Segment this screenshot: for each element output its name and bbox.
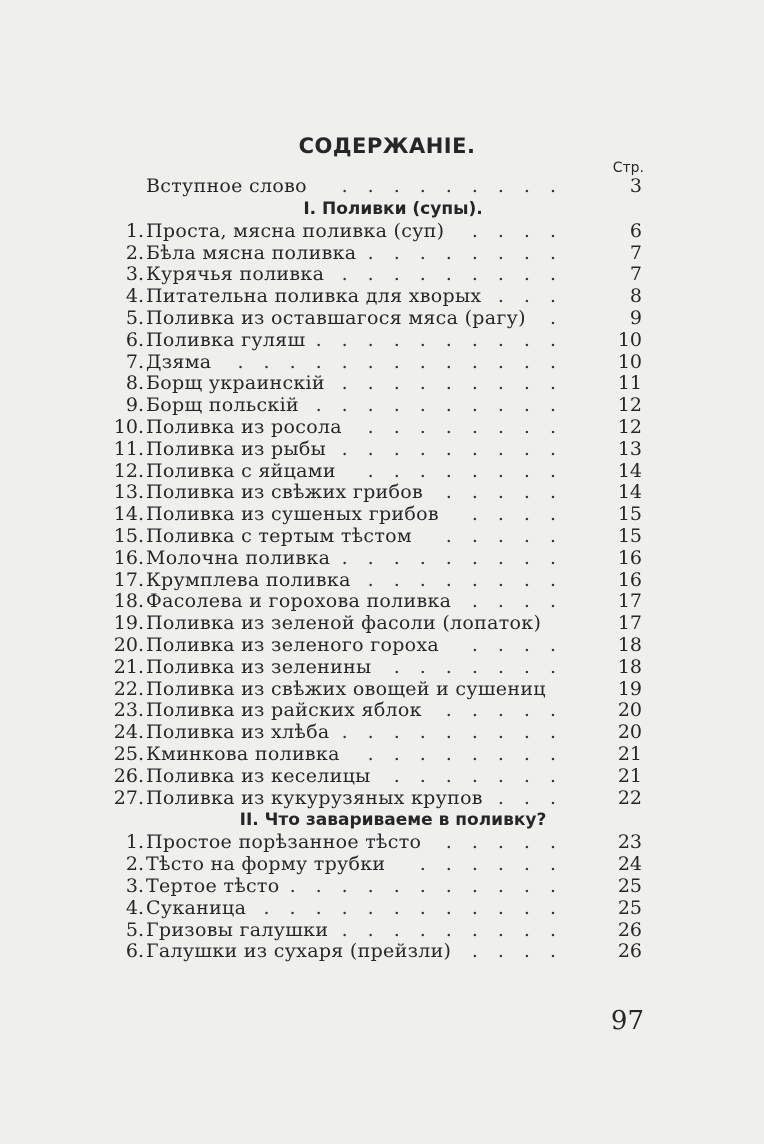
leader-dots: .........: [341, 175, 576, 197]
toc-entry-number: 8.: [125, 372, 144, 395]
toc-entry-page: 17: [617, 590, 642, 613]
toc-entry-page: 6: [629, 219, 642, 242]
toc-entry-number: 27.: [113, 786, 144, 809]
toc-entry-label: Поливка с тертым тѣстом: [146, 524, 412, 547]
toc-entry-page: 20: [617, 721, 642, 744]
toc-entry-page: 25: [617, 896, 642, 919]
toc-entry-label: Поливка из свѣжих овощей и сушениц: [146, 677, 546, 700]
toc-entry-number: 20.: [113, 633, 144, 656]
toc-entry-page: 18: [617, 655, 642, 678]
toc-entry-number: 12.: [113, 459, 144, 482]
toc-entry-label: Поливка из зеленины: [146, 655, 372, 678]
toc-entry-page: 26: [617, 940, 642, 963]
toc-entry-page: 14: [617, 481, 642, 504]
toc-entry-label: Поливка из оставшагося мяса (рагу): [146, 306, 526, 329]
toc-row: [110, 766, 646, 788]
toc-row-intro: [110, 176, 646, 198]
toc-entry-page: 7: [629, 263, 642, 286]
leader-dots: .....: [445, 831, 576, 854]
toc-entry-label: Тѣсто на форму трубки: [146, 853, 386, 876]
toc-entry-label: Питательна поливка для хворых: [146, 285, 482, 308]
toc-entry-page: 19: [617, 677, 642, 700]
toc-entry-number: 1.: [125, 219, 144, 242]
toc-entry-label: Кминкова поливка: [146, 742, 340, 765]
toc-row: [110, 221, 646, 243]
toc-entry-label: Фасолева и горохова поливка: [146, 590, 452, 613]
toc-entry-page: 3: [629, 175, 642, 197]
toc-entry-label: Курячья поливка: [146, 263, 325, 286]
toc-entry-number: 3.: [125, 263, 144, 286]
toc-entry-label: Поливка из росола: [146, 415, 342, 438]
toc-entry-page: 12: [617, 394, 642, 417]
toc-entry-page: 22: [617, 786, 642, 809]
toc-entry-label: Галушки из сухаря (прейзли): [146, 940, 452, 963]
toc-entry-number: 9.: [125, 394, 144, 417]
toc-row: [110, 920, 646, 942]
toc-entry-page: 11: [617, 372, 642, 395]
toc-entry-label: Поливка из зеленого гороха: [146, 633, 440, 656]
toc-row: [110, 548, 646, 570]
toc-entry-label: Борщ украинскiй: [146, 372, 325, 395]
toc-entry-label: Поливка из райских яблок: [146, 699, 422, 722]
toc-row: [110, 570, 646, 592]
toc-entry-number: 5.: [125, 918, 144, 941]
toc-row: [110, 788, 646, 810]
toc-row: [110, 417, 646, 439]
toc-entry-number: 6.: [125, 940, 144, 963]
toc-entry-page: 15: [617, 524, 642, 547]
toc-entry-page: 13: [617, 437, 642, 460]
toc-entry-page: 7: [629, 241, 642, 264]
leader-dots: ....: [471, 590, 576, 613]
toc-row: [110, 504, 646, 526]
toc-entry-page: 21: [617, 764, 642, 787]
leader-dots: .....: [445, 699, 576, 722]
leader-dots: ............: [263, 896, 576, 919]
toc-entry-number: 26.: [113, 764, 144, 787]
toc-entry-label: Поливка из кукурузяных крупов: [146, 786, 483, 809]
leader-dots: ....: [471, 633, 576, 656]
leader-dots: ....: [471, 219, 576, 242]
toc-entry-number: 16.: [113, 546, 144, 569]
toc-entry-page: 25: [617, 874, 642, 897]
toc-entry-page: 10: [617, 328, 642, 351]
leader-dots: ...: [497, 285, 576, 308]
leader-dots: .........: [341, 721, 576, 744]
toc-entry-number: 4.: [125, 285, 144, 308]
toc-entry-label: Проста, мясна поливка (суп): [146, 219, 445, 242]
toc-entry-label: Поливка из хлѣба: [146, 721, 330, 744]
toc-entry-label: Поливка из рыбы: [146, 437, 327, 460]
toc-entry-number: 13.: [113, 481, 144, 504]
toc-entry-page: 8: [629, 285, 642, 308]
toc-row: [110, 700, 646, 722]
toc-entry-number: 23.: [113, 699, 144, 722]
toc-entry-label: Поливка гуляш: [146, 328, 306, 351]
toc-entry-label: Поливка с яйцами: [146, 459, 336, 482]
leader-dots: ...: [497, 786, 576, 809]
leader-dots: ..........: [315, 328, 576, 351]
leader-dots: ....: [471, 940, 576, 963]
leader-dots: .........: [341, 263, 576, 286]
toc-entry-number: 10.: [113, 415, 144, 438]
toc-entry-number: 17.: [113, 568, 144, 591]
toc-row: [110, 286, 646, 308]
toc-entry-label: Поливка из зеленой фасоли (лопаток): [146, 612, 542, 635]
toc-row: [110, 613, 646, 635]
toc-entry-label: Поливка из кеселицы: [146, 764, 371, 787]
toc-entry-label: Крумплева поливка: [146, 568, 351, 591]
toc-entry-label: Поливка из свѣжих грибов: [146, 481, 423, 504]
toc-row: [110, 898, 646, 920]
toc-entry-page: 20: [617, 699, 642, 722]
toc-entry-page: 12: [617, 415, 642, 438]
toc-row: [110, 373, 646, 395]
toc-entry-number: 6.: [125, 328, 144, 351]
toc-entry-label: Молочна поливка: [146, 546, 331, 569]
toc-entry-page: 16: [617, 546, 642, 569]
toc-row: [110, 482, 646, 504]
toc-entry-number: 24.: [113, 721, 144, 744]
toc-row: [110, 330, 646, 352]
leader-dots: .........: [341, 437, 576, 460]
leader-dots: ........: [367, 568, 576, 591]
toc-entry-number: 18.: [113, 590, 144, 613]
leader-dots: .......: [393, 764, 576, 787]
toc-row: [110, 635, 646, 657]
toc-entry-label: Простое порѣзанное тѣсто: [146, 831, 422, 854]
toc-row: [110, 744, 646, 766]
toc-entry-page: 18: [617, 633, 642, 656]
leader-dots: ..........: [315, 394, 576, 417]
leader-dots: .....: [445, 524, 576, 547]
toc-row: [110, 308, 646, 330]
leader-dots: ...........: [289, 874, 576, 897]
leader-dots: ......: [419, 853, 576, 876]
toc-row: [110, 832, 646, 854]
toc-row: [110, 461, 646, 483]
table-of-contents: [110, 176, 646, 963]
toc-entry-label: Поливка из сушеных грибов: [146, 503, 439, 526]
leader-dots: .........: [341, 546, 576, 569]
leader-dots: ........: [367, 742, 576, 765]
toc-row: [110, 439, 646, 461]
toc-entry-label: Тертое тѣсто: [146, 874, 280, 897]
toc-entry-page: 23: [617, 831, 642, 854]
page-title: СОДЕРЖАНIЕ.: [298, 134, 476, 158]
leader-dots: .........: [341, 372, 576, 395]
toc-entry-page: 16: [617, 568, 642, 591]
toc-row: [110, 591, 646, 613]
toc-entry-number: 7.: [125, 350, 144, 373]
toc-entry-page: 17: [617, 612, 642, 635]
toc-entry-number: 3.: [125, 874, 144, 897]
toc-entry-page: 26: [617, 918, 642, 941]
toc-row: [110, 352, 646, 374]
toc-entry-label: Борщ польскiй: [146, 394, 299, 417]
toc-entry-number: 14.: [113, 503, 144, 526]
toc-entry-page: 21: [617, 742, 642, 765]
toc-row: [110, 395, 646, 417]
section-heading: II. Что завариваеме в поливку?: [239, 810, 547, 831]
section-heading: I. Поливки (супы).: [303, 198, 483, 219]
toc-row: [110, 941, 646, 963]
toc-entry-number: 2.: [125, 853, 144, 876]
page-number: 97: [610, 1006, 644, 1036]
leader-dots: .............: [237, 350, 576, 373]
toc-entry-number: 5.: [125, 306, 144, 329]
toc-entry-page: 15: [617, 503, 642, 526]
toc-entry-page: 14: [617, 459, 642, 482]
leader-dots: ....: [471, 503, 576, 526]
leader-dots: ........: [367, 241, 576, 264]
toc-entry-number: 11.: [113, 437, 144, 460]
toc-row: [110, 854, 646, 876]
toc-entry-number: 15.: [113, 524, 144, 547]
toc-row: [110, 876, 646, 898]
toc-entry-page: 10: [617, 350, 642, 373]
leader-dots: .......: [393, 655, 576, 678]
toc-entry-number: 4.: [125, 896, 144, 919]
toc-entry-label: Дзяма: [146, 350, 212, 373]
toc-entry-number: 1.: [125, 831, 144, 854]
toc-row: [110, 657, 646, 679]
toc-entry-label: Бѣла мясна поливка: [146, 241, 357, 264]
toc-entry-page: 9: [629, 306, 642, 329]
toc-entry-number: 19.: [113, 612, 144, 635]
toc-row: [110, 526, 646, 548]
toc-row: [110, 264, 646, 286]
toc-row: [110, 722, 646, 744]
leader-dots: ........: [367, 415, 576, 438]
toc-entry-number: 25.: [113, 742, 144, 765]
leader-dots: .........: [341, 918, 576, 941]
page-column-label: Стр.: [612, 160, 644, 176]
toc-entry-label: Вступное слово: [146, 175, 307, 197]
toc-row: [110, 679, 646, 701]
leader-dots: .: [549, 306, 576, 329]
toc-entry-page: 24: [617, 853, 642, 876]
leader-dots: .....: [445, 481, 576, 504]
toc-entry-number: 22.: [113, 677, 144, 700]
toc-entry-label: Гризовы галушки: [146, 918, 329, 941]
toc-entry-label: Суканица: [146, 896, 247, 919]
toc-entry-number: 2.: [125, 241, 144, 264]
toc-entry-number: 21.: [113, 655, 144, 678]
toc-row: [110, 243, 646, 265]
leader-dots: ........: [367, 459, 576, 482]
